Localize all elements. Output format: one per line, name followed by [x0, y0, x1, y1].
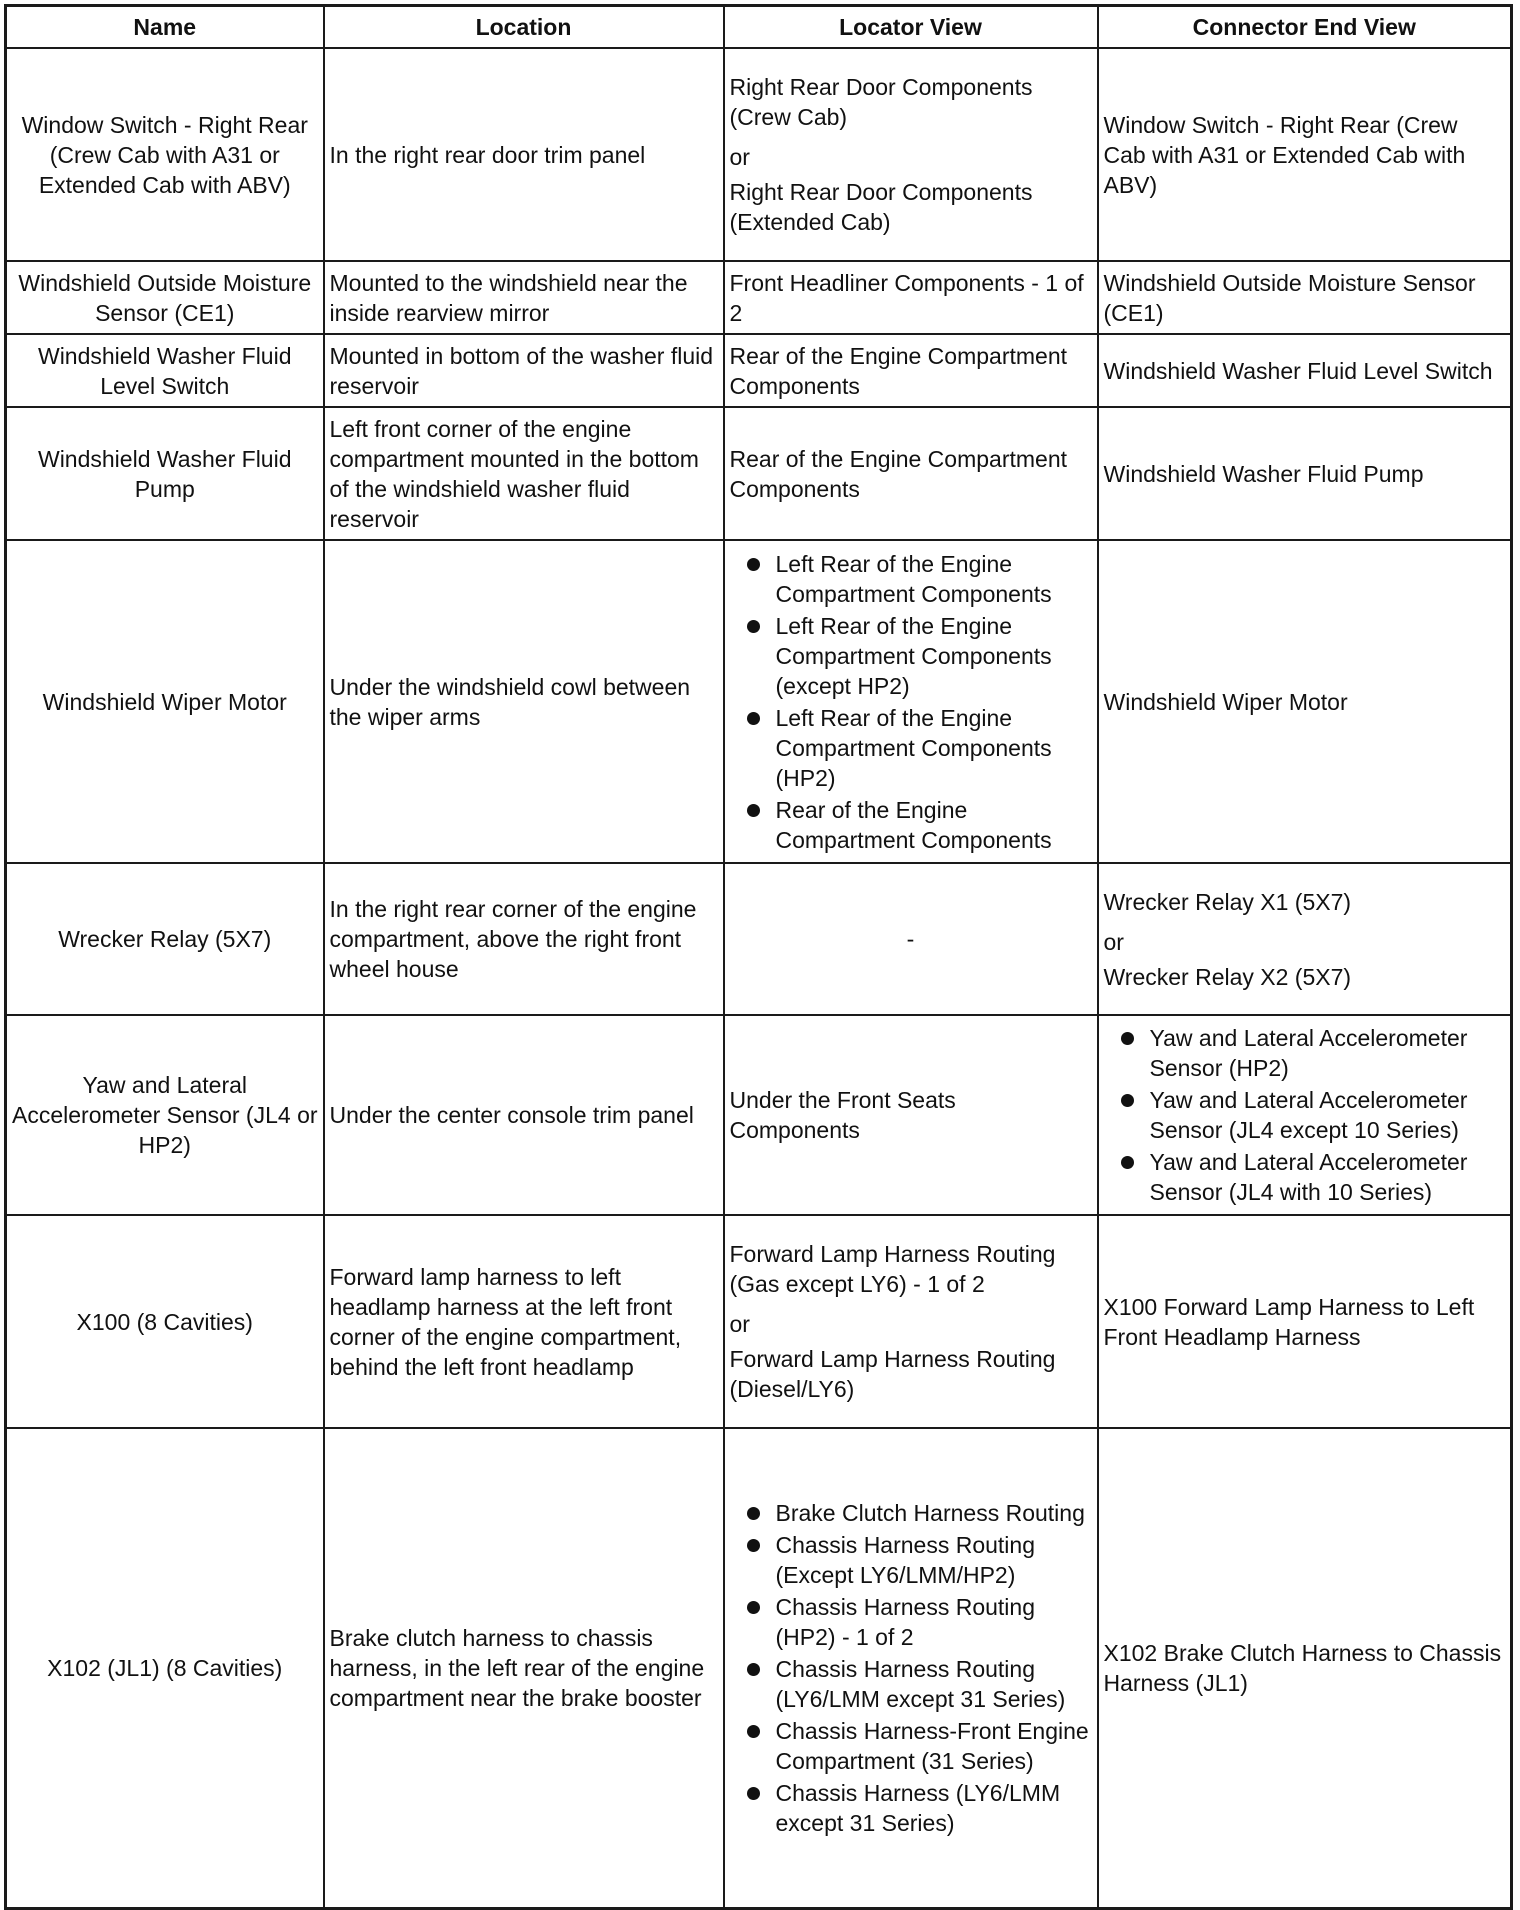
cell-name: Wrecker Relay (5X7) — [6, 863, 324, 1015]
cell-connector-end-view: X100 Forward Lamp Harness to Left Front Headlamp Harness — [1098, 1215, 1512, 1428]
table-row — [6, 407, 1512, 540]
cell-name: X100 (8 Cavities) — [6, 1215, 324, 1428]
cell-connector-end-view: Windshield Outside Moisture Sensor (CE1) — [1098, 261, 1512, 334]
list-item: Yaw and Lateral Accelerometer Sensor (HP2) — [1104, 1023, 1506, 1083]
cell-name: X102 (JL1) (8 Cavities) — [6, 1428, 324, 1908]
header-name: Name — [6, 6, 324, 49]
cell-location: Left front corner of the engine compartment mounted in the bottom of the windshield washer fluid reservoir — [324, 407, 724, 540]
cell-location: Mounted in bottom of the washer fluid reservoir — [324, 334, 724, 407]
list-item: Yaw and Lateral Accelerometer Sensor (JL4 except 10 Series) — [1104, 1085, 1506, 1145]
header-locator-view: Locator View — [724, 6, 1098, 49]
list-item: Left Rear of the Engine Compartment Components (except HP2) — [730, 611, 1092, 701]
table-row — [6, 540, 1512, 863]
connector-option: Wrecker Relay X1 (5X7) — [1103, 888, 1352, 915]
locator-option: Right Rear Door Components (Extended Cab) — [729, 179, 1033, 235]
or-separator: or — [1103, 928, 1124, 955]
list-item: Chassis Harness Routing (Except LY6/LMM/HP2) — [730, 1530, 1092, 1590]
cell-locator-view: - — [724, 863, 1098, 1015]
table-row — [6, 1428, 1512, 1908]
list-item: Chassis Harness Routing (LY6/LMM except 31 Series) — [730, 1654, 1092, 1714]
locator-option: Forward Lamp Harness Routing (Diesel/LY6) — [729, 1346, 1056, 1402]
header-location: Location — [324, 6, 724, 49]
locator-option: Forward Lamp Harness Routing (Gas except LY6) - 1 of 2 — [729, 1241, 1056, 1297]
cell-location: Brake clutch harness to chassis harness, in the left rear of the engine compartment near the brake booster — [324, 1428, 724, 1908]
cell-connector-end-view: Window Switch - Right Rear (Crew Cab with A31 or Extended Cab with ABV) — [1098, 48, 1512, 261]
list-item: Left Rear of the Engine Compartment Components — [730, 549, 1092, 609]
or-separator: or — [729, 144, 750, 170]
locator-list — [730, 1498, 1092, 1838]
table-container — [4, 4, 1510, 1910]
cell-connector-end-view — [1098, 1015, 1512, 1215]
cell-name: Windshield Outside Moisture Sensor (CE1) — [6, 261, 324, 334]
list-item: Left Rear of the Engine Compartment Components (HP2) — [730, 703, 1092, 793]
cell-name: Windshield Wiper Motor — [6, 540, 324, 863]
or-separator: or — [729, 1311, 750, 1337]
cell-locator-view — [724, 1215, 1098, 1428]
cell-locator-view: Rear of the Engine Compartment Components — [724, 334, 1098, 407]
header-connector-end-view: Connector End View — [1098, 6, 1512, 49]
cell-connector-end-view: Windshield Washer Fluid Level Switch — [1098, 334, 1512, 407]
cell-locator-view — [724, 540, 1098, 863]
cell-locator-view: Front Headliner Components - 1 of 2 — [724, 261, 1098, 334]
list-item: Rear of the Engine Compartment Components — [730, 795, 1092, 855]
cell-locator-view — [724, 48, 1098, 261]
cell-name: Yaw and Lateral Accelerometer Sensor (JL4 or HP2) — [6, 1015, 324, 1215]
cell-connector-end-view: X102 Brake Clutch Harness to Chassis Harness (JL1) — [1098, 1428, 1512, 1908]
table-row — [6, 334, 1512, 407]
cell-connector-end-view — [1098, 863, 1512, 1015]
cell-name: Windshield Washer Fluid Level Switch — [6, 334, 324, 407]
list-item: Chassis Harness-Front Engine Compartment (31 Series) — [730, 1716, 1092, 1776]
connector-list — [1104, 1023, 1506, 1207]
table-row — [6, 261, 1512, 334]
cell-connector-end-view: Windshield Washer Fluid Pump — [1098, 407, 1512, 540]
table-row — [6, 48, 1512, 261]
cell-locator-view: Under the Front Seats Components — [724, 1015, 1098, 1215]
cell-location: Under the center console trim panel — [324, 1015, 724, 1215]
cell-locator-view: Rear of the Engine Compartment Components — [724, 407, 1098, 540]
component-locator-table — [4, 4, 1513, 1910]
locator-option: Right Rear Door Components (Crew Cab) — [729, 74, 1033, 130]
cell-name: Windshield Washer Fluid Pump — [6, 407, 324, 540]
list-item: Yaw and Lateral Accelerometer Sensor (JL4 with 10 Series) — [1104, 1147, 1506, 1207]
cell-location: Forward lamp harness to left headlamp harness at the left front corner of the engine compartment, behind the left front headlamp — [324, 1215, 724, 1428]
list-item: Chassis Harness Routing (HP2) - 1 of 2 — [730, 1592, 1092, 1652]
header-row — [6, 6, 1512, 49]
cell-connector-end-view: Windshield Wiper Motor — [1098, 540, 1512, 863]
cell-location: In the right rear corner of the engine compartment, above the right front wheel house — [324, 863, 724, 1015]
table-row — [6, 1215, 1512, 1428]
cell-locator-view — [724, 1428, 1098, 1908]
connector-option: Wrecker Relay X2 (5X7) — [1103, 963, 1352, 990]
table-row — [6, 1015, 1512, 1215]
locator-list — [730, 549, 1092, 855]
cell-location: In the right rear door trim panel — [324, 48, 724, 261]
list-item: Chassis Harness (LY6/LMM except 31 Series) — [730, 1778, 1092, 1838]
cell-location: Mounted to the windshield near the inside rearview mirror — [324, 261, 724, 334]
cell-location: Under the windshield cowl between the wiper arms — [324, 540, 724, 863]
list-item: Brake Clutch Harness Routing — [730, 1498, 1092, 1528]
table-row — [6, 863, 1512, 1015]
cell-name: Window Switch - Right Rear (Crew Cab with A31 or Extended Cab with ABV) — [6, 48, 324, 261]
